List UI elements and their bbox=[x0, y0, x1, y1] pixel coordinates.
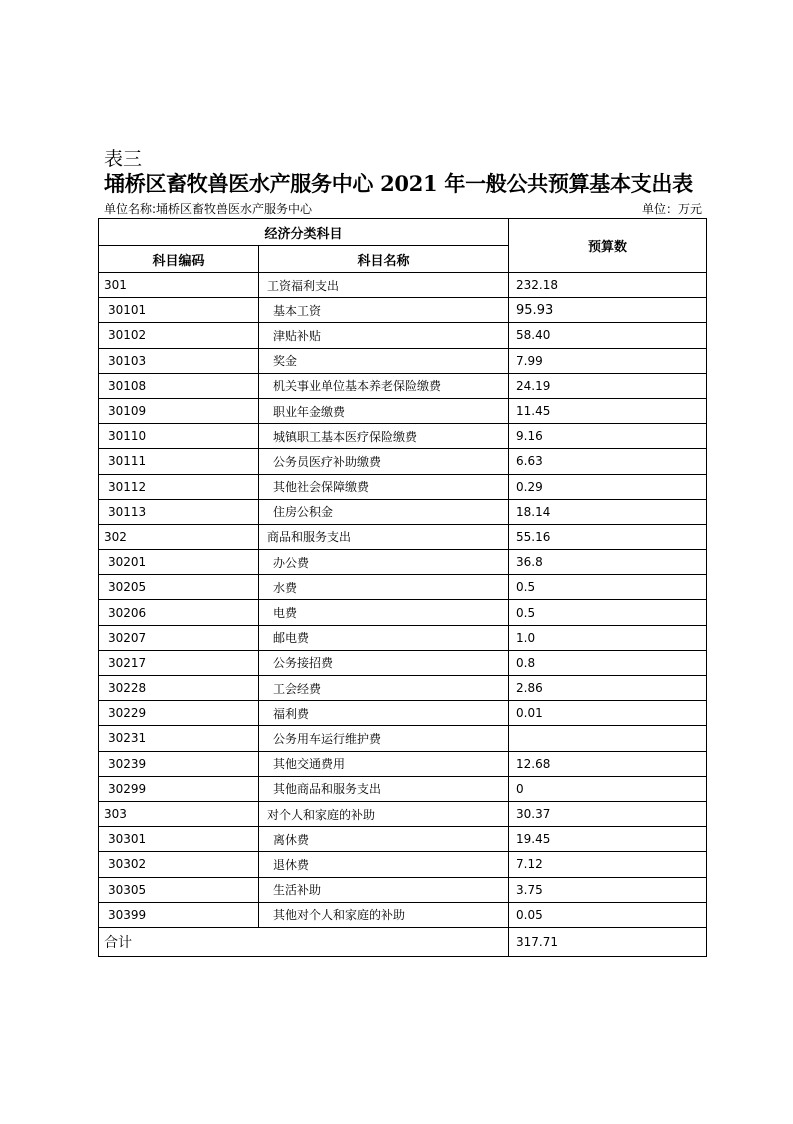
cell-code: 30101 bbox=[99, 298, 259, 323]
cell-code: 30228 bbox=[99, 676, 259, 701]
cell-code: 303 bbox=[99, 801, 259, 826]
budget-table bbox=[98, 218, 707, 957]
table-row bbox=[99, 273, 707, 298]
cell-name: 退休费 bbox=[259, 852, 509, 877]
table-row bbox=[99, 575, 707, 600]
cell-code: 30110 bbox=[99, 424, 259, 449]
cell-value: 7.99 bbox=[509, 348, 707, 373]
cell-code: 30229 bbox=[99, 701, 259, 726]
table-row bbox=[99, 625, 707, 650]
cell-name: 公务用车运行维护费 bbox=[259, 726, 509, 751]
cell-name: 公务接招费 bbox=[259, 650, 509, 675]
table-row bbox=[99, 323, 707, 348]
cell-name: 邮电费 bbox=[259, 625, 509, 650]
cell-value: 0.5 bbox=[509, 600, 707, 625]
table-row bbox=[99, 902, 707, 927]
table-row bbox=[99, 373, 707, 398]
cell-name: 其他对个人和家庭的补助 bbox=[259, 902, 509, 927]
table-row bbox=[99, 852, 707, 877]
cell-value: 12.68 bbox=[509, 751, 707, 776]
table-row bbox=[99, 298, 707, 323]
cell-code: 30201 bbox=[99, 550, 259, 575]
cell-name: 城镇职工基本医疗保险缴费 bbox=[259, 424, 509, 449]
cell-code: 30112 bbox=[99, 474, 259, 499]
cell-code: 301 bbox=[99, 273, 259, 298]
unit-label: 单位：万元 bbox=[641, 202, 702, 216]
cell-code: 30207 bbox=[99, 625, 259, 650]
table-row bbox=[99, 701, 707, 726]
cell-code: 30206 bbox=[99, 600, 259, 625]
cell-name: 职业年金缴费 bbox=[259, 398, 509, 423]
total-value: 317.71 bbox=[509, 927, 707, 956]
table-row bbox=[99, 499, 707, 524]
table-row bbox=[99, 650, 707, 675]
cell-value: 0.05 bbox=[509, 902, 707, 927]
cell-code: 30301 bbox=[99, 827, 259, 852]
cell-name: 离休费 bbox=[259, 827, 509, 852]
table-row bbox=[99, 348, 707, 373]
cell-name: 其他交通费用 bbox=[259, 751, 509, 776]
cell-name: 工会经费 bbox=[259, 676, 509, 701]
cell-value: 232.18 bbox=[509, 273, 707, 298]
cell-code: 30108 bbox=[99, 373, 259, 398]
cell-name: 生活补助 bbox=[259, 877, 509, 902]
cell-code: 30111 bbox=[99, 449, 259, 474]
cell-code: 30205 bbox=[99, 575, 259, 600]
cell-value: 2.86 bbox=[509, 676, 707, 701]
cell-name: 其他社会保障缴费 bbox=[259, 474, 509, 499]
cell-code: 30299 bbox=[99, 776, 259, 801]
table-row bbox=[99, 676, 707, 701]
cell-value: 36.8 bbox=[509, 550, 707, 575]
header-name: 科目名称 bbox=[259, 246, 509, 273]
total-label: 合计 bbox=[99, 927, 509, 956]
meta-line bbox=[104, 198, 704, 218]
header-budget: 预算数 bbox=[509, 219, 707, 273]
table-row bbox=[99, 474, 707, 499]
cell-value: 0.5 bbox=[509, 575, 707, 600]
table-row bbox=[99, 827, 707, 852]
cell-value: 9.16 bbox=[509, 424, 707, 449]
table-row bbox=[99, 424, 707, 449]
table-label: 表三 bbox=[104, 148, 143, 170]
cell-name: 工资福利支出 bbox=[259, 273, 509, 298]
cell-name: 住房公积金 bbox=[259, 499, 509, 524]
table-row bbox=[99, 877, 707, 902]
cell-name: 奖金 bbox=[259, 348, 509, 373]
cell-code: 30399 bbox=[99, 902, 259, 927]
cell-name: 福利费 bbox=[259, 701, 509, 726]
cell-value: 0.8 bbox=[509, 650, 707, 675]
header-row-group bbox=[99, 219, 707, 246]
table-row bbox=[99, 776, 707, 801]
cell-value: 6.63 bbox=[509, 449, 707, 474]
cell-value: 11.45 bbox=[509, 398, 707, 423]
cell-code: 30305 bbox=[99, 877, 259, 902]
cell-value: 19.45 bbox=[509, 827, 707, 852]
header-code: 科目编码 bbox=[99, 246, 259, 273]
table-row bbox=[99, 550, 707, 575]
table-row bbox=[99, 524, 707, 549]
cell-value: 0.29 bbox=[509, 474, 707, 499]
cell-value: 1.0 bbox=[509, 625, 707, 650]
cell-name: 电费 bbox=[259, 600, 509, 625]
cell-code: 30103 bbox=[99, 348, 259, 373]
table-row bbox=[99, 751, 707, 776]
table-row bbox=[99, 726, 707, 751]
cell-value: 0.01 bbox=[509, 701, 707, 726]
cell-name: 商品和服务支出 bbox=[259, 524, 509, 549]
cell-name: 公务员医疗补助缴费 bbox=[259, 449, 509, 474]
cell-name: 办公费 bbox=[259, 550, 509, 575]
cell-value: 55.16 bbox=[509, 524, 707, 549]
cell-value: 24.19 bbox=[509, 373, 707, 398]
cell-name: 机关事业单位基本养老保险缴费 bbox=[259, 373, 509, 398]
cell-name: 基本工资 bbox=[259, 298, 509, 323]
cell-name: 其他商品和服务支出 bbox=[259, 776, 509, 801]
cell-value: 30.37 bbox=[509, 801, 707, 826]
cell-value: 0 bbox=[509, 776, 707, 801]
cell-name: 津贴补贴 bbox=[259, 323, 509, 348]
cell-code: 30231 bbox=[99, 726, 259, 751]
cell-value: 3.75 bbox=[509, 877, 707, 902]
cell-code: 30217 bbox=[99, 650, 259, 675]
cell-code: 30239 bbox=[99, 751, 259, 776]
cell-value: 58.40 bbox=[509, 323, 707, 348]
cell-name: 对个人和家庭的补助 bbox=[259, 801, 509, 826]
unit-name: 单位名称:埇桥区畜牧兽医水产服务中心 bbox=[104, 202, 313, 216]
cell-name: 水费 bbox=[259, 575, 509, 600]
cell-value: 18.14 bbox=[509, 499, 707, 524]
cell-code: 30113 bbox=[99, 499, 259, 524]
cell-code: 30109 bbox=[99, 398, 259, 423]
cell-value: 95.93 bbox=[509, 298, 707, 323]
table-row bbox=[99, 801, 707, 826]
total-row bbox=[99, 927, 707, 956]
cell-code: 30102 bbox=[99, 323, 259, 348]
cell-value: 7.12 bbox=[509, 852, 707, 877]
cell-code: 30302 bbox=[99, 852, 259, 877]
document-title: 埇桥区畜牧兽医水产服务中心 2021 年一般公共预算基本支出表 bbox=[104, 171, 693, 196]
header-economic-category: 经济分类科目 bbox=[99, 219, 509, 246]
table-row bbox=[99, 449, 707, 474]
cell-code: 302 bbox=[99, 524, 259, 549]
table-row bbox=[99, 398, 707, 423]
table-body bbox=[99, 273, 707, 928]
cell-value bbox=[509, 726, 707, 751]
table-row bbox=[99, 600, 707, 625]
